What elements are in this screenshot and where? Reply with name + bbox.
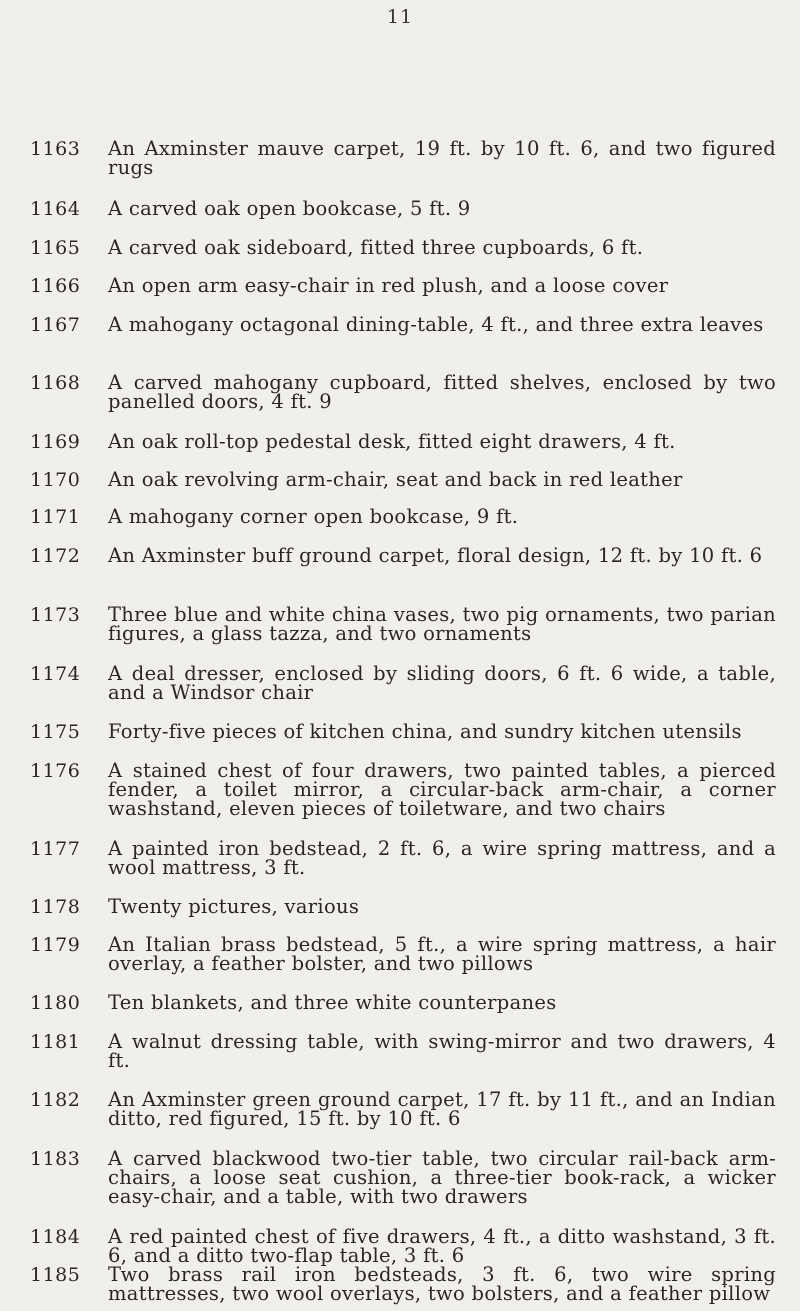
lot-description: An oak revolving arm-chair, seat and back in red leather xyxy=(108,468,683,491)
lot-description: An open arm easy-chair in red plush, and a loose cover xyxy=(108,274,669,297)
lot-number: 1176 xyxy=(30,760,81,782)
lot-description: A mahogany octagonal dining-table, 4 ft., and three extra leaves xyxy=(108,313,764,336)
lot-description: Twenty pictures, various xyxy=(108,895,360,918)
lot-number: 1165 xyxy=(30,237,81,259)
lot-number: 1177 xyxy=(30,838,81,860)
lot-description: A carved oak sideboard, fitted three cupboards, 6 ft. xyxy=(108,236,644,259)
lot-number: 1179 xyxy=(30,934,81,956)
lot-number: 1174 xyxy=(30,663,81,685)
lot-number: 1182 xyxy=(30,1089,81,1111)
lot-description: An Axminster green ground carpet, 17 ft. by 11 ft., and an Indian ditto, red figured, 15 ft. by 10 ft. 6 xyxy=(108,1088,776,1130)
lot-description: Two brass rail iron bedsteads, 3 ft. 6, two wire spring mattresses, two wool overlays, two bolsters, and a feather pillow xyxy=(108,1263,776,1305)
lot-number: 1168 xyxy=(30,372,81,394)
lot-description: An Axminster buff ground carpet, floral design, 12 ft. by 10 ft. 6 xyxy=(108,544,763,567)
lot-description: An oak roll-top pedestal desk, fitted eight drawers, 4 ft. xyxy=(108,430,676,453)
lot-number: 1167 xyxy=(30,314,81,336)
lot-number: 1175 xyxy=(30,721,81,743)
lot-number: 1170 xyxy=(30,469,81,491)
lot-description: A carved mahogany cupboard, fitted shelves, enclosed by two panelled doors, 4 ft. 9 xyxy=(108,371,776,413)
lot-number: 1171 xyxy=(30,506,81,528)
page-number: 11 xyxy=(386,6,414,28)
lot-number: 1178 xyxy=(30,896,81,918)
lot-description: A deal dresser, enclosed by sliding doors, 6 ft. 6 wide, a table, and a Windsor chair xyxy=(108,662,776,704)
lot-description: A carved blackwood two-tier table, two circular rail-back arm-chairs, a loose seat cushion, a three-tier book-rack, a wicker easy-chair, and a table, with two drawers xyxy=(108,1147,776,1208)
lot-number: 1163 xyxy=(30,138,81,160)
lot-description: A carved oak open bookcase, 5 ft. 9 xyxy=(108,197,471,220)
lot-description: A red painted chest of five drawers, 4 ft., a ditto washstand, 3 ft. 6, and a ditto two-flap table, 3 ft. 6 xyxy=(108,1225,776,1267)
lot-description: An Axminster mauve carpet, 19 ft. by 10 ft. 6, and two figured rugs xyxy=(108,137,776,179)
lot-number: 1181 xyxy=(30,1031,81,1053)
lot-number: 1169 xyxy=(30,431,81,453)
lot-number: 1185 xyxy=(30,1264,81,1286)
lot-number: 1184 xyxy=(30,1226,81,1248)
lot-description: A mahogany corner open bookcase, 9 ft. xyxy=(108,505,519,528)
lot-description: An Italian brass bedstead, 5 ft., a wire spring mattress, a hair overlay, a feather bolster, and two pillows xyxy=(108,933,776,975)
lot-description: A walnut dressing table, with swing-mirror and two drawers, 4 ft. xyxy=(108,1030,776,1072)
lot-number: 1183 xyxy=(30,1148,81,1170)
lot-number: 1166 xyxy=(30,275,81,297)
lot-number: 1180 xyxy=(30,992,81,1014)
lot-description: Three blue and white china vases, two pig ornaments, two parian figures, a glass tazza, and two ornaments xyxy=(108,603,776,645)
lot-description: A stained chest of four drawers, two painted tables, a pierced fender, a toilet mirror, a circular-back arm-chair, a corner washstand, eleven pieces of toiletware, and two chairs xyxy=(108,759,776,820)
lot-description: A painted iron bedstead, 2 ft. 6, a wire spring mattress, and a wool mattress, 3 ft. xyxy=(108,837,776,879)
lot-number: 1164 xyxy=(30,198,81,220)
lot-description: Forty-five pieces of kitchen china, and sundry kitchen utensils xyxy=(108,720,742,743)
lot-number: 1172 xyxy=(30,545,81,567)
lot-description: Ten blankets, and three white counterpanes xyxy=(108,991,557,1014)
lot-number: 1173 xyxy=(30,604,81,626)
